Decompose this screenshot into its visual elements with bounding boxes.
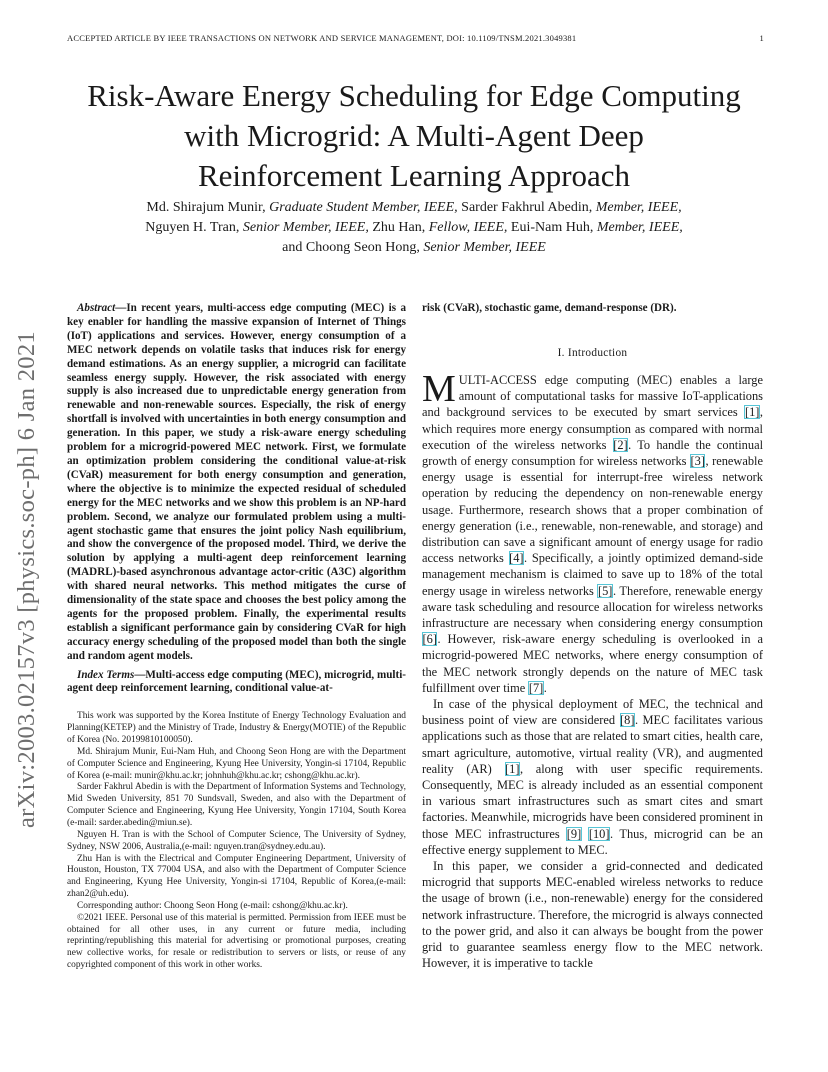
title-line-2: with Microgrid: A Multi-Agent Deep [184,118,644,153]
footnote-copyright: ©2021 IEEE. Personal use of this material is permitted. Permission from IEEE must be obtained for all other uses, in any current or future media, including reprinting/republishing this material for advertising or promotional purposes, creating new collective works, for resale or redistribution to servers or lists, or reuse of any copyrighted component of this work in other works. [67,912,406,971]
abstract [67,302,406,664]
left-column [67,302,406,972]
author-role: Senior Member, IEEE, [242,220,369,235]
text-run: ULTI-ACCESS edge computing (MEC) enables a large amount of computational tasks for massive IoT-applications and background services to be executed by smart services [422,372,763,420]
page-number: 1 [759,33,764,43]
index-terms-label: Index Terms [77,668,135,681]
citation-link[interactable]: [5] [597,583,613,598]
title-line-1: Risk-Aware Energy Scheduling for Edge Computing [87,78,741,113]
author-line-2 [60,218,768,238]
footnote-affiliation: Zhu Han is with the Electrical and Computer Engineering Department, University of Houston, Houston, TX 77004 USA, and also with the Department of Computer Science and Engineering, Kyung Hee University, Yongin-si 17104, Republic of Korea,(e-mail: zhan2@uh.edu). [67,853,406,900]
text-run: . Specifically, a jointly optimized demand-side management mechanism is claimed to save up to 18% of the total energy usage in wireless networks [422,551,763,598]
paper-title [40,76,788,196]
footnote-funding: This work was supported by the Korea Institute of Energy Technology Evaluation and Planning(KETEP) and the Ministry of Trade, Industry & Energy(MOTIE) of the Republic of Korea (No. 20199810100050). [67,711,406,746]
text-run: . However, risk-aware energy scheduling is overlooked in a microgrid-powered MEC networks, where energy consumption of the MEC network strongly depends on the nature of MEC task fulfillment over time [422,632,763,695]
citation-link[interactable]: [4] [509,551,524,566]
drop-cap: M [422,367,456,410]
author-name: Md. Shirajum Munir, [146,200,266,215]
author-name: and Choong Seon Hong, [282,240,420,255]
abstract-label: Abstract [77,302,116,314]
index-terms [67,669,406,697]
text-run: , along with user specific requirements. Consequently, MEC is already included as an essential component in various smart infrastructures such as smart cites and smart factories. Meanwhile, microgrids have been considered prominent in those MEC infrastructures [422,761,764,841]
footnote-affiliation: Nguyen H. Tran is with the School of Computer Science, The University of Sydney, Sydney, NSW 2006, Australia,(e-mail: nguyen.tran@sydney.edu.au). [67,829,406,852]
intro-paragraph-2 [422,696,763,858]
citation-link[interactable]: [9] [566,826,582,841]
citation-link[interactable]: [3] [690,453,705,468]
author-role: Senior Member, IEEE [423,240,546,255]
abstract-text: —In recent years, multi-access edge computing (MEC) is a key enabler for handling the massive expansion of Internet of Things (IoT) applications and services. However, energy consumption of a MEC network depends on volatile tasks that induces risk for energy demand estimations. As an energy supplier, a microgrid can facilitate seamless energy supply. However, the risk associated with energy supply is also increased due to unpredictable energy generation from renewable and non-renewable sources. Especially, the risk of energy shortfall is involved with uncertainties in both energy consumption and generation. In this paper, we study a risk-aware energy scheduling problem for a microgrid-powered MEC network. First, we formulate an optimization problem considering the conditional value-at-risk (CVaR) measurement for both energy consumption and generation, where the objective is to minimize the expected residual of scheduled energy for the MEC networks and we show this problem is an NP-hard problem. Second, we analyze our formulated problem using a multi-agent stochastic game that ensures the joint policy Nash equilibrium, and show the convergence of the proposed model. Third, we derive the solution by applying a multi-agent deep reinforcement learning (MADRL)-based asynchronous advantage actor-critic (A3C) algorithm with shared neural networks. This method mitigates the curse of dimensionality of the state space and chooses the best policy among the agents for the proposed problem. Finally, the experimental results establish a significant performance gain by considering CVaR for high accuracy energy scheduling of the proposed model than both the single and random agent models. [67,302,406,662]
citation-link[interactable]: [8] [620,713,635,728]
citation-link[interactable]: [6] [422,632,437,647]
text-run: . [543,680,547,695]
text-run: . To handle the continual growth of energy consumption for wireless networks [422,437,764,468]
citation-link[interactable]: [1] [744,405,760,420]
right-column [422,302,763,971]
author-name: Sarder Fakhrul Abedin, [461,200,593,215]
intro-paragraph-1 [422,367,764,696]
footnotes [67,711,406,972]
author-name: Eui-Nam Huh, [510,220,594,235]
running-head-text: ACCEPTED ARTICLE BY IEEE TRANSACTIONS ON NETWORK AND SERVICE MANAGEMENT, DOI: 10.1109/TNSM.2021.3049381 [67,33,577,43]
text-run: , which requires more energy consumption as compared with normal execution of the wireless networks [422,405,763,452]
title-line-3: Reinforcement Learning Approach [197,158,631,193]
index-terms-continued: risk (CVaR), stochastic game, demand-response (DR). [422,302,677,314]
author-name: Zhu Han, [372,220,426,235]
footnote-affiliation: Md. Shirajum Munir, Eui-Nam Huh, and Choong Seon Hong are with the Department of Computer Science and Engineering, Kyung Hee University, Yongin-si 17104, Republic of Korea (e-mail: munir@khu.ac.kr; johnhuh@khu.ac.kr; cshong@khu.ac.kr). [67,746,406,781]
section-heading: I. Introduction [557,346,628,359]
footnote-corresponding: Corresponding author: Choong Seon Hong (e-mail: cshong@khu.ac.kr). [77,900,348,911]
citation-link[interactable]: [2] [613,437,628,452]
author-line-3 [60,238,768,258]
author-role: Graduate Student Member, IEEE, [269,200,458,215]
footnote-affiliation: Sarder Fakhrul Abedin is with the Department of Information Systems and Technology, Mid Sweden University, 851 70 Sundsvall, Sweden, and also with the Department of Computer Science and Engineering, Kyung Hee University, Yongin 17104, South Korea (e-mail: sarder.abedin@miun.se). [67,782,406,828]
author-name: Nguyen H. Tran, [145,220,240,235]
citation-link[interactable]: [10] [588,826,610,841]
running-header [67,33,764,43]
text-run: In case of the physical deployment of MEC, the technical and business point of view are considered [422,696,763,728]
text-run: . MEC facilitates various applications such as those that are related to smart cities, health care, smart agriculture, automotive, virtual reality (VR), and augmented reality (AR) [422,713,763,776]
citation-link[interactable]: [7] [528,680,544,695]
text-run: . Therefore, renewable energy aware task scheduling and resource allocation for wireless networks infrastructure are necessary when considering energy consumption [422,583,764,630]
author-role: Fellow, IEEE, [428,220,508,235]
author-role: Member, IEEE, [595,200,682,215]
text-run: . Thus, microgrid can be an effective energy supplement to MEC. [422,826,764,857]
citation-link[interactable]: [1] [505,761,520,776]
intro-paragraph-3: In this paper, we consider a grid-connected and dedicated microgrid that supports MEC-enabled wireless networks to reduce the usage of brown (i.e., non-renewable) energy for the considered network infrastructure. Therefore, the microgrid is always connected to the power grid, and also it can always be bought from the power grid to guarantee seamless energy flow to the MEC network. However, it is imperative to tackle [422,859,763,971]
author-line-1 [60,198,768,218]
text-run: , renewable energy usage is essential for interrupt-free wireless network operation by reducing the dependency on non-renewable energy usage. Furthermore, research shows that a proper combination of energy generation (i.e., renewable, non-renewable, and storage) and distribution can save a significant amount of energy usage for radio access networks [422,453,763,566]
author-role: Member, IEEE, [596,220,683,235]
arxiv-stamp: arXiv:2003.02157v3 [physics.soc-ph] 6 Jan 2021 [13,331,40,828]
author-list [60,198,768,258]
index-terms-text: —Multi-access edge computing (MEC), microgrid, multi-agent deep reinforcement learning, conditional value-at- [67,668,406,695]
